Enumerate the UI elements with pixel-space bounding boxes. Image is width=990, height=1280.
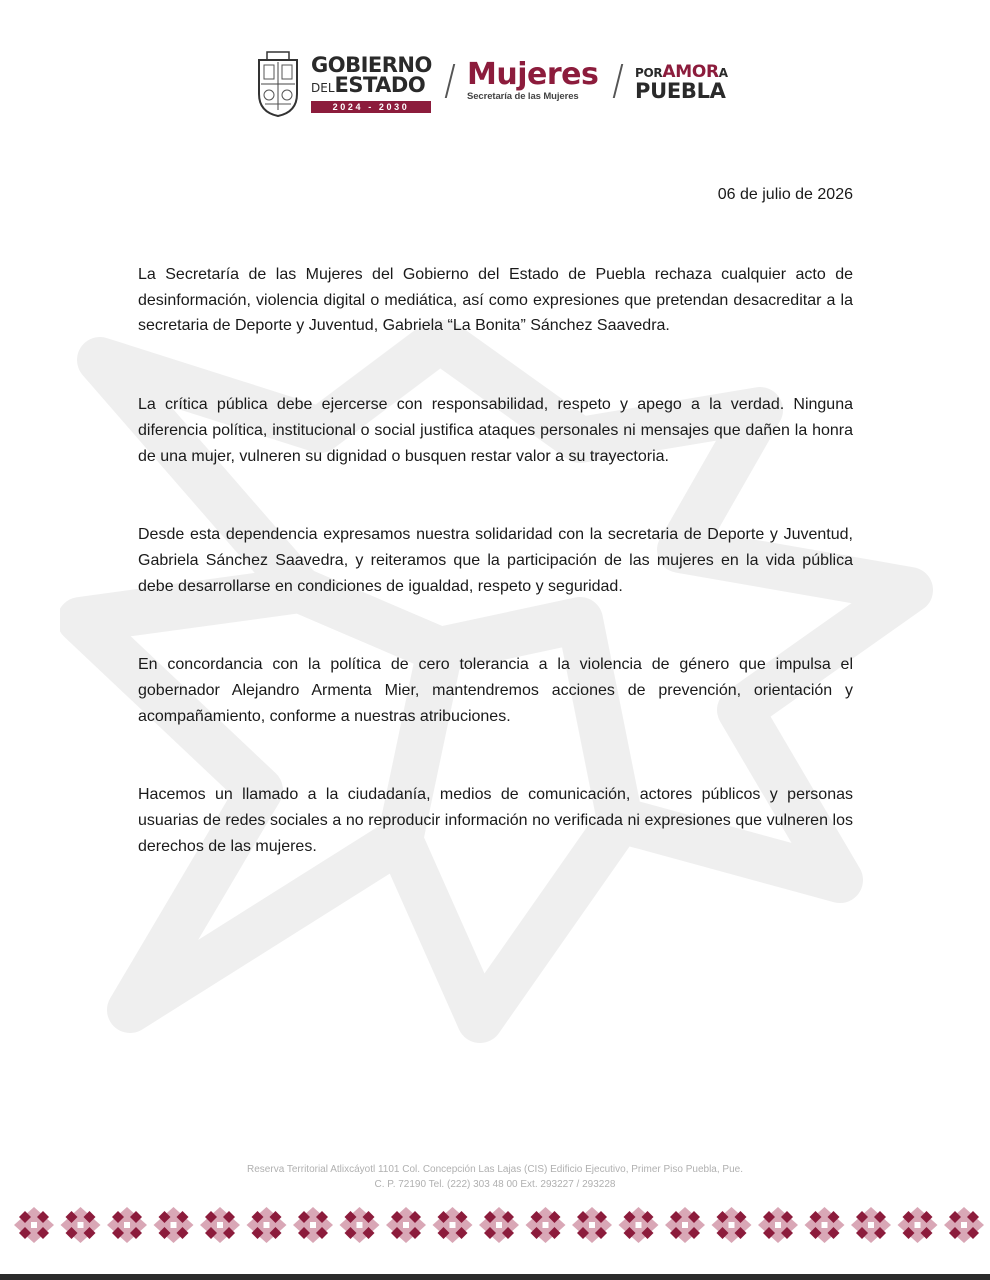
pattern-motif xyxy=(61,1207,101,1243)
gobierno-logo-del: DEL xyxy=(311,81,335,95)
footer-address-line2: C. P. 72190 Tel. (222) 303 48 00 Ext. 293227 / 293228 xyxy=(374,1179,616,1190)
mujeres-logo-name: Mujeres xyxy=(467,57,599,92)
pattern-motif xyxy=(572,1207,612,1243)
gobierno-logo-estado: ESTADO xyxy=(334,73,426,97)
pattern-motif xyxy=(665,1207,705,1243)
body-paragraph: En concordancia con la política de cero tolerancia a la violencia de género que impulsa el gobernador Alejandro Armenta Mier, mantendremos acciones de prevención, orientación y acompañamiento, conforme a nuestras atribuciones. xyxy=(138,656,853,725)
pattern-motif xyxy=(944,1207,984,1243)
amor-logo-a: A xyxy=(718,66,728,80)
header-logos xyxy=(255,48,735,124)
pattern-motif xyxy=(898,1207,938,1243)
document-body xyxy=(138,262,853,913)
pattern-motif xyxy=(479,1207,519,1243)
gobierno-logo-line2 xyxy=(311,75,433,99)
pattern-motif xyxy=(154,1207,194,1243)
pattern-motif xyxy=(619,1207,659,1243)
mujeres-logo xyxy=(467,57,607,102)
gobierno-logo-line1: GOBIERNO xyxy=(311,53,432,77)
logo-divider xyxy=(445,64,455,98)
amor-logo-amor: AMOR xyxy=(662,62,719,82)
amor-logo-puebla: PUEBLA xyxy=(635,79,726,103)
bottom-bar xyxy=(0,1274,990,1280)
body-paragraph: Desde esta dependencia expresamos nuestra solidaridad con la secretaria de Deporte y Juventud, Gabriela Sánchez Saavedra, y reiteramos que la participación de las mujeres en la vida pública debe desarrollarse en condiciones de igualdad, respeto y seguridad. xyxy=(138,526,853,595)
pattern-motif xyxy=(247,1207,287,1243)
gobierno-estado-logo xyxy=(311,53,433,113)
body-paragraph: La Secretaría de las Mujeres del Gobierno del Estado de Puebla rechaza cualquier acto de desinformación, violencia digital o mediática, así como expresiones que pretendan desacreditar a la secretaria de Deporte y Juventud, Gabriela “La Bonita” Sánchez Saavedra. xyxy=(138,266,853,335)
pattern-motif xyxy=(340,1207,380,1243)
pattern-motif xyxy=(14,1207,54,1243)
por-amor-a-puebla-logo xyxy=(635,64,745,101)
pattern-motif xyxy=(712,1207,752,1243)
pattern-motif xyxy=(526,1207,566,1243)
decorative-pattern-icon xyxy=(0,1200,990,1250)
document-date: 06 de julio de 2026 xyxy=(717,186,853,203)
pattern-motif xyxy=(805,1207,845,1243)
pattern-motif xyxy=(758,1207,798,1243)
logo-divider xyxy=(613,64,623,98)
pattern-motif xyxy=(200,1207,240,1243)
pattern-motif xyxy=(851,1207,891,1243)
coat-of-arms-icon xyxy=(255,50,301,118)
pattern-motif xyxy=(386,1207,426,1243)
pattern-motif xyxy=(293,1207,333,1243)
footer-address-line1: Reserva Territorial Atlixcáyotl 1101 Col. Concepción Las Lajas (CIS) Edificio Ejecutivo, Primer Piso Puebla, Pue. xyxy=(247,1164,743,1175)
body-paragraph: Hacemos un llamado a la ciudadanía, medios de comunicación, actores públicos y personas usuarias de redes sociales a no reproducir información no verificada ni expresiones que vulneren los derechos de las mujeres. xyxy=(138,786,853,855)
pattern-motif xyxy=(107,1207,147,1243)
body-paragraph: La crítica pública debe ejercerse con responsabilidad, respeto y apego a la verdad. Ninguna diferencia política, institucional o social justifica ataques personales ni mensajes que dañen la honra de una mujer, vulneren su dignidad o busquen restar valor a su trayectoria. xyxy=(138,396,853,465)
footer-address xyxy=(0,1162,990,1192)
amor-logo-por: POR xyxy=(635,66,663,80)
pattern-motif xyxy=(433,1207,473,1243)
gobierno-logo-years: 2024 - 2030 xyxy=(311,101,431,113)
mujeres-logo-subtitle: Secretaría de las Mujeres xyxy=(467,91,579,102)
